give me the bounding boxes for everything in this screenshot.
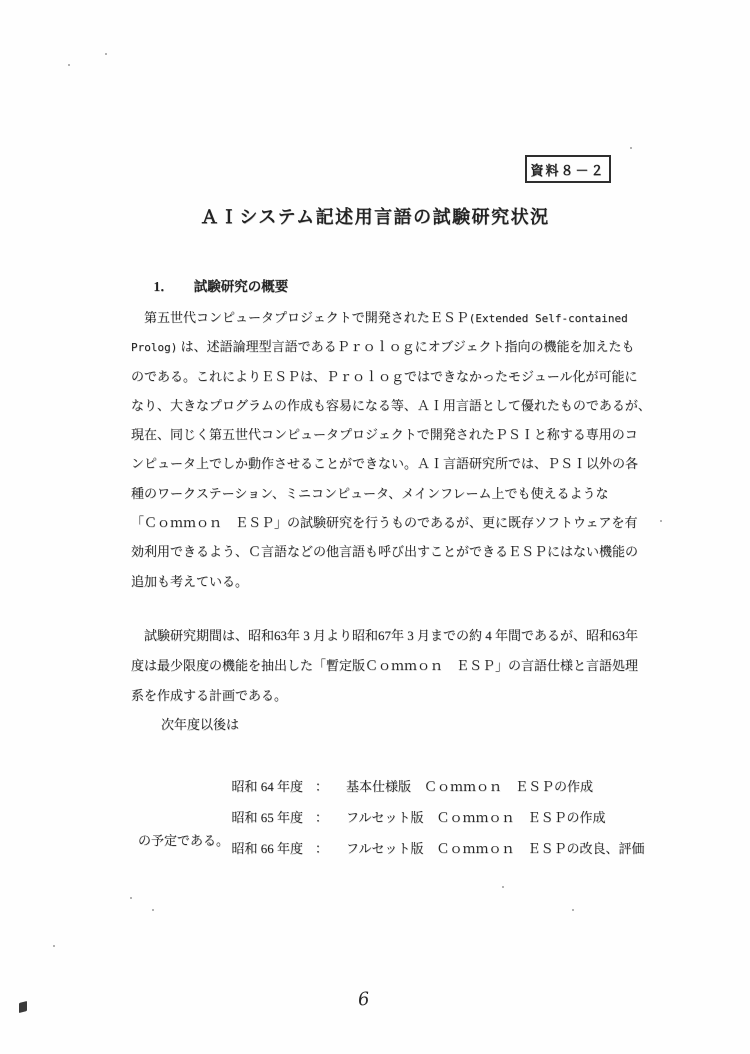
page-title: ＡＩシステム記述用言語の試験研究状況 bbox=[200, 207, 550, 227]
paragraph-line: 系を作成する計画である。 bbox=[131, 688, 288, 703]
paragraph-line: 種のワークステーション、ミニコンピュータ、メインフレーム上でも使えるような bbox=[131, 485, 609, 501]
section-number: 1． bbox=[153, 279, 174, 294]
paragraph-research-period bbox=[131, 621, 646, 711]
scan-speck bbox=[630, 147, 632, 149]
paragraph-line: 追加も考えている。 bbox=[131, 573, 249, 589]
schedule-row bbox=[212, 740, 645, 794]
paragraph-text: 第五世代コンピュータプロジェクトで開発されたＥＳＰ bbox=[131, 310, 469, 325]
scan-artifact-mark bbox=[19, 1001, 27, 1013]
paragraph-line bbox=[131, 332, 646, 361]
paragraph-overview bbox=[131, 303, 651, 596]
scan-speck bbox=[152, 909, 154, 911]
latin-text: (Extended Self-contained bbox=[468, 312, 628, 325]
schedule-separator: ： bbox=[315, 810, 329, 825]
schedule-description: フルセット版 Ｃｏｍｍｏｎ ＥＳＰの改良、評価 bbox=[346, 841, 645, 856]
handwritten-page-number: 6 bbox=[357, 988, 371, 1011]
schedule-year: 昭和 66 年度 bbox=[231, 841, 304, 856]
yearly-schedule-list bbox=[212, 740, 645, 856]
paragraph-line: 現在、同じく第五世代コンピュータプロジェクトで開発されたＰＳＩと称する専用のコ bbox=[131, 427, 638, 443]
schedule-year: 昭和 64 年度 bbox=[231, 779, 304, 794]
scan-speck bbox=[502, 886, 504, 888]
latin-text: Prolog) bbox=[131, 341, 178, 355]
paragraph-line: 「Ｃｏｍｍｏｎ ＥＳＰ」の試験研究を行うものであるが、更に既存ソフトウェアを有 bbox=[131, 515, 638, 531]
stamp-label: 資料８－２ bbox=[530, 162, 606, 178]
scan-speck bbox=[660, 520, 662, 522]
scan-speck bbox=[130, 897, 132, 899]
scan-speck bbox=[53, 945, 55, 947]
paragraph-line bbox=[131, 303, 646, 332]
paragraph-line: 試験研究期間は、昭和63年 3 月より昭和67年 3 月までの約 4 年間であるが、昭和63年 bbox=[131, 628, 639, 643]
paragraph-line: 効利用できるよう、Ｃ言語などの他言語も呼び出すことができるＥＳＰにはない機能の bbox=[131, 544, 639, 560]
document-stamp-box bbox=[525, 155, 611, 183]
schedule-outro: の予定である。 bbox=[138, 833, 230, 848]
scan-speck bbox=[572, 909, 574, 911]
section-heading-label: 試験研究の概要 bbox=[193, 279, 289, 294]
paragraph-line: ンピュータ上でしか動作させることができない。ＡＩ言語研究所では、ＰＳＩ以外の各 bbox=[131, 456, 639, 472]
schedule-separator: ： bbox=[315, 779, 329, 794]
paragraph-line: のである。これによりＥＳＰは、Ｐｒｏｌｏｇではできなかったモジュール化が可能に bbox=[131, 368, 638, 384]
scan-speck bbox=[68, 64, 70, 66]
paragraph-text: は、述語論理型言語であるＰｒｏｌｏｇにオブジェクト指向の機能を加えたも bbox=[177, 339, 635, 355]
schedule-year: 昭和 65 年度 bbox=[231, 810, 304, 825]
paragraph-line: 度は最少限度の機能を抽出した「暫定版Ｃｏｍｍｏｎ ＥＳＰ」の言語仕様と言語処理 bbox=[131, 658, 639, 673]
scan-speck bbox=[105, 53, 107, 55]
schedule-separator: ： bbox=[315, 841, 329, 856]
schedule-description: 基本仕様版 Ｃｏｍｍｏｎ ＥＳＰの作成 bbox=[346, 779, 594, 794]
paragraph-line: なり、大きなプログラムの作成も容易になる等、ＡＩ用言語として優れたものであるが、 bbox=[131, 397, 651, 413]
schedule-intro: 次年度以後は bbox=[161, 717, 240, 732]
schedule-description: フルセット版 Ｃｏｍｍｏｎ ＥＳＰの作成 bbox=[346, 810, 606, 825]
